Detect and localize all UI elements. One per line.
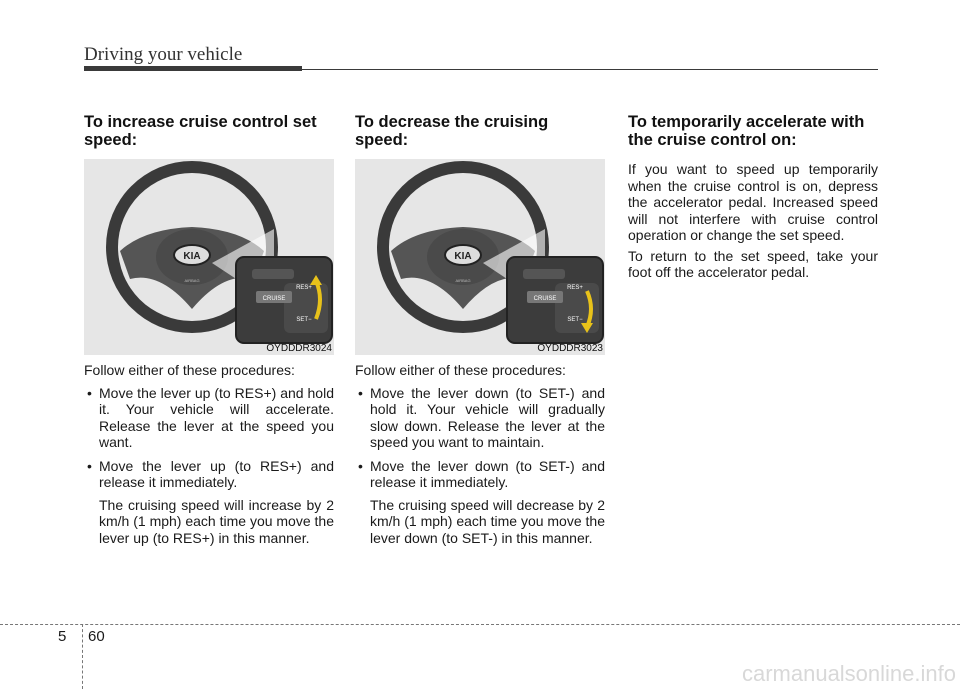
footer-divider <box>82 624 84 689</box>
brand-logo-text: KIA <box>454 251 472 262</box>
cruise-button-label: CRUISE <box>262 296 286 302</box>
watermark: carmanualsonline.info <box>741 661 956 686</box>
page-number: 60 <box>88 628 105 645</box>
set-label: SET− <box>567 317 583 323</box>
steering-wheel-illustration <box>84 159 334 355</box>
section-number: 5 <box>58 628 67 645</box>
list-item-detail: The cruising speed will increase by 2 km/h (1 mph) each time you move the lever up (to RES+) in this manner. <box>99 496 334 546</box>
paragraph: If you want to speed up temporarily when the cruise control is on, depress the accelerator pedal. Increased speed will not interfere with cruise control operation or change the set speed. <box>628 161 878 243</box>
set-label: SET− <box>296 317 312 323</box>
res-label: RES+ <box>296 285 312 291</box>
airbag-label: AIRBAG <box>184 278 200 283</box>
res-label: RES+ <box>567 285 583 291</box>
cruise-button-label: CRUISE <box>533 296 557 302</box>
list-item: • Move the lever down (to SET-) and hold it. Your vehicle will gradually slow down. Release the lever at the speed you want to maintain. <box>358 384 605 450</box>
steering-wheel-figure-down <box>355 159 605 355</box>
section-heading: To decrease the cruising speed: <box>355 113 549 149</box>
procedure-list <box>84 385 334 547</box>
page-header-title: Driving your vehicle <box>84 44 243 65</box>
header-rule-thin <box>302 69 878 70</box>
section-heading: To temporarily accelerate with the cruise control on: <box>628 113 865 149</box>
list-item: • Move the lever down (to SET-) and release it immediately. The cruising speed will decrease by 2 km/h (1 mph) each time you move the lever down (to SET-) in this manner. <box>358 457 605 546</box>
header-rule-thick <box>84 66 302 71</box>
figure-code: OYDDDR3023 <box>537 343 603 354</box>
airbag-label: AIRBAG <box>455 278 471 283</box>
intro-text: Follow either of these procedures: <box>355 362 566 378</box>
procedure-list <box>355 385 605 547</box>
footer-rule <box>0 624 960 625</box>
steering-wheel-illustration <box>355 159 605 355</box>
column-decrease-speed <box>355 113 605 553</box>
section-heading: To increase cruise control set speed: <box>84 113 317 149</box>
list-item: • Move the lever up (to RES+) and release it immediately. The cruising speed will increase by 2 km/h (1 mph) each time you move the lever up (to RES+) in this manner. <box>87 457 334 546</box>
column-increase-speed <box>84 113 334 553</box>
list-item: • Move the lever up (to RES+) and hold it. Your vehicle will accelerate. Release the lever at the speed you want. <box>87 384 334 450</box>
steering-wheel-figure-up <box>84 159 334 355</box>
column-temporary-accelerate <box>628 113 878 281</box>
paragraph: To return to the set speed, take your foot off the accelerator pedal. <box>628 247 878 280</box>
list-item-detail: The cruising speed will decrease by 2 km/h (1 mph) each time you move the lever down (to SET-) in this manner. <box>370 496 605 546</box>
figure-code: OYDDDR3024 <box>266 343 332 354</box>
intro-text: Follow either of these procedures: <box>84 362 295 378</box>
brand-logo-text: KIA <box>183 251 201 262</box>
